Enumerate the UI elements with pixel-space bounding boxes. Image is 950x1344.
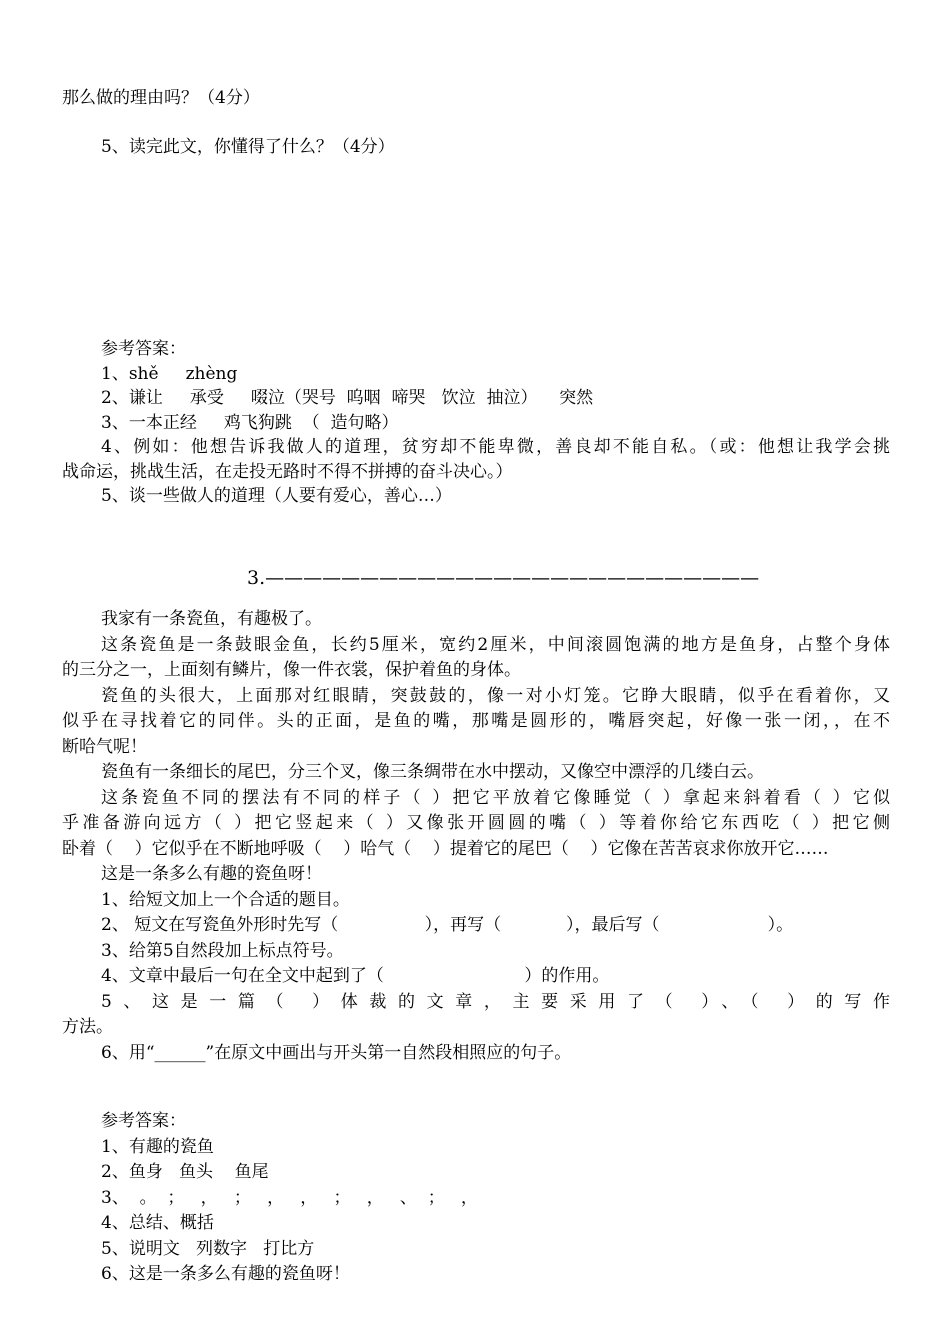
- passage-line: 卧着（ ）它似乎在不断地呼吸（ ）哈气（ ）提着它的尾巴（ ）它像在苦苦哀求你放开它……: [62, 839, 829, 859]
- answer-line: 2、谦让 承受 啜泣（哭号 呜咽 啼哭 饮泣 抽泣） 突然: [101, 388, 594, 408]
- answer-line: 5、说明文 列数字 打比方: [101, 1239, 315, 1259]
- answer-line: 1、有趣的瓷鱼: [101, 1137, 214, 1157]
- answer-line: 2、鱼身 鱼头 鱼尾: [101, 1162, 269, 1182]
- answer-line: 3、一本正经 鸡飞狗跳 （ 造句略）: [101, 413, 399, 433]
- prev-q5: 5、读完此文，你懂得了什么？（4分）: [101, 137, 395, 157]
- answer-line: 5、谈一些做人的道理（人要有爱心，善心…）: [101, 486, 452, 506]
- passage-line: 的三分之一，上面刻有鳞片，像一件衣裳，保护着鱼的身体。: [62, 660, 521, 680]
- answer-line: 战命运，挑战生活，在走投无路时不得不拼搏的奋斗决心。）: [62, 462, 513, 482]
- question-line: 4、文章中最后一句在全文中起到了（ ）的作用。: [101, 966, 610, 986]
- question-line: 6、用“______”在原文中画出与开头第一自然段相照应的句子。: [101, 1043, 572, 1063]
- question-line: 3、给第5自然段加上标点符号。: [101, 941, 344, 961]
- passage-line: 这条瓷鱼不同的摆法有不同的样子（ ）把它平放着它像睡觉（ ）拿起来斜着看（ ）它似: [101, 788, 890, 808]
- passage-line: 这条瓷鱼是一条鼓眼金鱼，长约5厘米，宽约2厘米，中间滚圆饱满的地方是鱼身，占整个身体: [101, 635, 890, 655]
- passage-line: 乎准备游向远方（ ）把它竖起来（ ）又像张开圆圆的嘴（ ）等着你给它东西吃（ ）把它侧: [62, 813, 890, 833]
- prev-q4-tail: 那么做的理由吗？（4分）: [62, 88, 260, 108]
- question-line: 5、这是一篇（ ）体裁的文章，主要采用了（ ）、（ ）的写作: [101, 992, 890, 1012]
- answer-line: 4、例如：他想告诉我做人的道理，贫穷却不能卑微，善良却不能自私。（或：他想让我学会挑: [101, 437, 890, 457]
- passage-line: 我家有一条瓷鱼，有趣极了。: [101, 609, 322, 629]
- question-line: 方法。: [62, 1017, 113, 1037]
- answer-line: 1、shě zhèng: [101, 364, 238, 384]
- answer-line: 6、这是一条多么有趣的瓷鱼呀！: [101, 1264, 350, 1284]
- passage-line: 这是一条多么有趣的瓷鱼呀！: [101, 864, 322, 884]
- passage-line: 瓷鱼有一条细长的尾巴，分三个叉，像三条绸带在水中摆动，又像空中漂浮的几缕白云。: [101, 762, 764, 782]
- answer-line: 4、总结、概括: [101, 1213, 214, 1233]
- passage-line: 瓷鱼的头很大，上面那对红眼睛，突鼓鼓的，像一对小灯笼。它睁大眼睛，似乎在看着你，又: [101, 686, 890, 706]
- section-title: 3.——————————————————————————: [247, 567, 760, 589]
- answers-1-heading: 参考答案：: [101, 339, 186, 359]
- answer-line: 3、 。 ； ， ； ， ， ； ， 、 ； ，: [101, 1188, 478, 1208]
- passage-line: 断哈气呢！: [62, 737, 147, 757]
- question-line: 2、 短文在写瓷鱼外形时先写（ ），再写（ ），最后写（ ）。: [101, 915, 794, 935]
- question-line: 1、给短文加上一个合适的题目。: [101, 890, 350, 910]
- passage-line: 似乎在寻找着它的同伴。头的正面，是鱼的嘴，那嘴是圆形的，嘴唇突起，好像一张一闭，，在不: [62, 711, 890, 731]
- answers-2-heading: 参考答案：: [101, 1111, 186, 1131]
